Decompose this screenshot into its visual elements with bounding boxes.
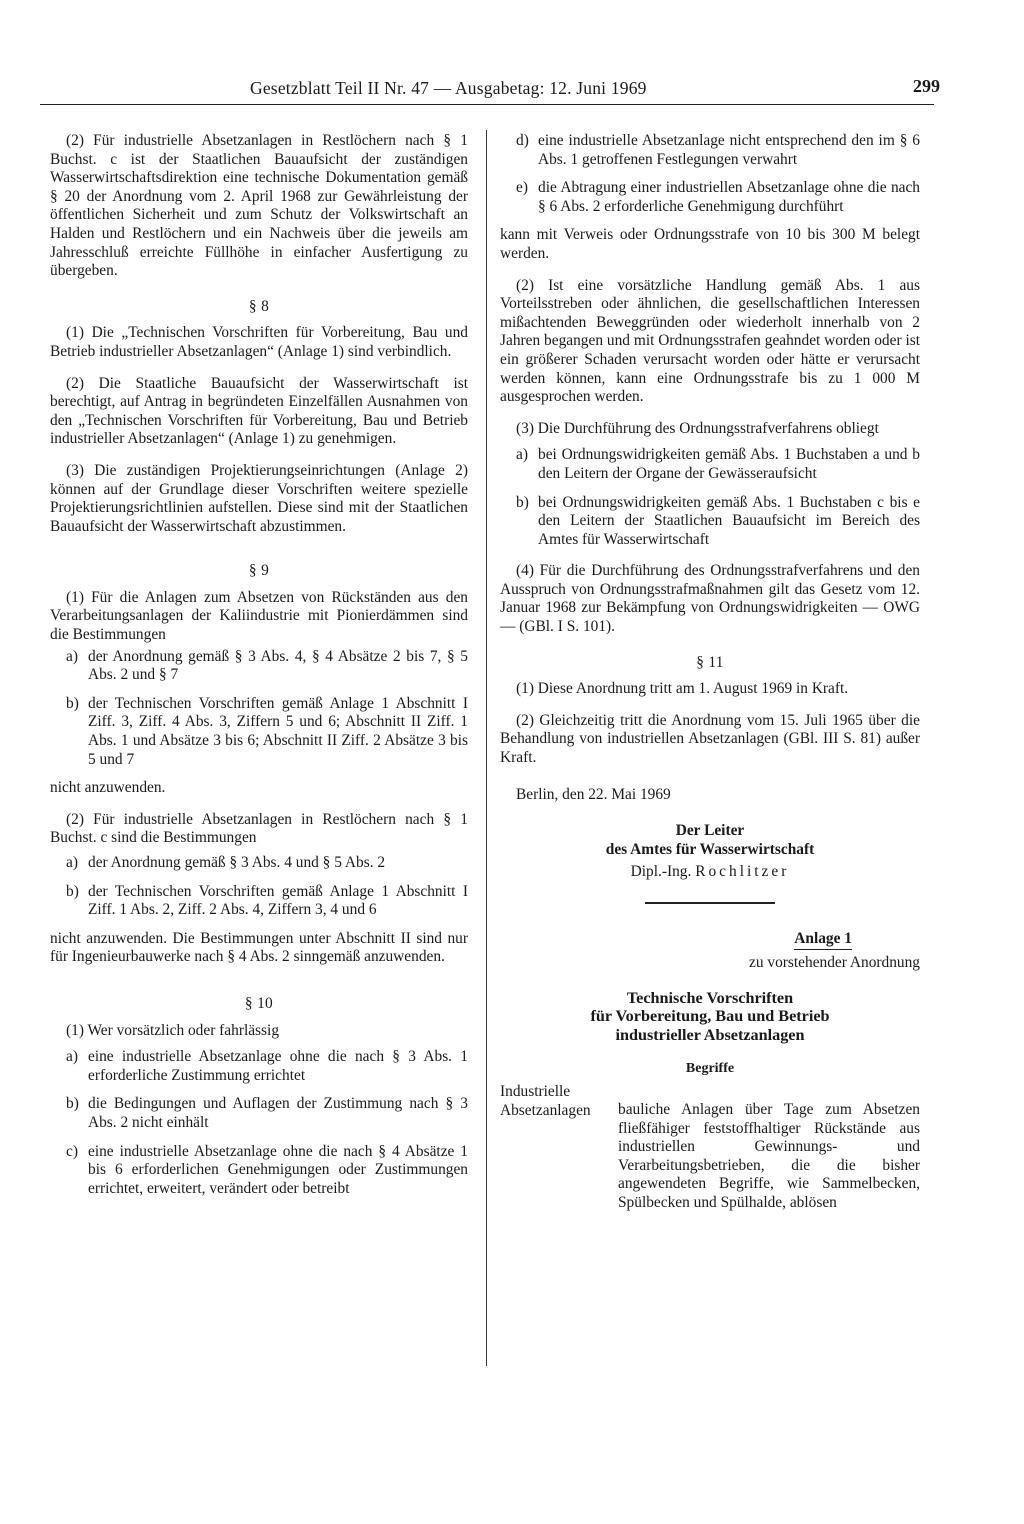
- paragraph-8-3: (3) Die zuständigen Projektierungseinrichtungen (Anlage 2) können auf der Grundlage dieser Vorschriften weitere spezielle Projektierungsrichtlinien aufstellen. Diese sind mit der Staatlichen Bauaufsicht der Wasserwirtschaft abzustimmen.: [50, 461, 468, 535]
- list-text: der Anordnung gemäß § 3 Abs. 4 und § 5 Abs. 2: [88, 854, 386, 871]
- list-label: b): [66, 1095, 79, 1113]
- definition-term: [500, 1083, 618, 1213]
- list-text: bei Ordnungswidrigkeiten gemäß Abs. 1 Buchstaben c bis e den Leitern der Staatlichen Bauaufsicht im Bereich des Amtes für Wasserwirtschaft: [538, 493, 920, 548]
- begriffe-heading: Begriffe: [685, 1061, 735, 1077]
- section-8-heading: § 8: [248, 297, 270, 315]
- anlage-label: Anlage 1: [794, 930, 852, 951]
- section-10-heading: § 10: [244, 994, 274, 1012]
- paragraph-11-1: (1) Diese Anordnung tritt am 1. August 1969 in Kraft.: [516, 680, 849, 698]
- list-item: [516, 446, 920, 483]
- tv-title-line-2: für Vorbereitung, Bau und Betrieb: [590, 1007, 830, 1026]
- section-11-heading: § 11: [696, 653, 724, 671]
- list-item: [516, 494, 920, 550]
- list-text: der Technischen Vorschriften gemäß Anlage 1 Abschnitt I Ziff. 3, Ziff. 4 Abs. 3, Ziffern 5 und 6; Abschnitt II Ziff. 1 Abs. 1 und Absätze 3 bis 6; Abschnitt II Ziff. 2 Absätze 3 bis 5 und 7: [88, 694, 468, 768]
- list-text: eine industrielle Absetzanlage ohne die nach § 4 Absätze 1 bis 6 erforderlichen Genehmigungen oder Zustimmungen errichtet, erweitert, verändert oder betreibt: [88, 1142, 468, 1197]
- page-header: [40, 76, 940, 105]
- list-label: a): [66, 1048, 78, 1066]
- paragraph-10-1-end: kann mit Verweis oder Ordnungsstrafe von 10 bis 300 M belegt werden.: [500, 226, 920, 262]
- list-item: [66, 1143, 468, 1199]
- place-date: Berlin, den 22. Mai 1969: [516, 785, 671, 803]
- paragraph-7-2: (2) Für industrielle Absetzanlagen in Restlöchern nach § 1 Buchst. c ist der Staatlichen Bauaufsicht der zuständigen Wasserwirtschaftsdirektion eine technische Dokumentation gemäß § 20 der Anordnung vom 2. April 1968 zur Gewährleistung der öffentlichen Sicherheit und zum Schutz der Volkswirtschaft an Halden und Restlöchern und ein Nachweis über die jeweils am Jahresschluß erreichte Füllhöhe in einfacher Ausfertigung zu übergeben.: [50, 132, 468, 280]
- paragraph-11-2: (2) Gleichzeitig tritt die Anordnung vom 15. Juli 1965 über die Behandlung von industriellen Absetzanlagen (GBl. III S. 81) außer Kraft.: [500, 711, 920, 767]
- tv-title-line-3: industrieller Absetzanlagen: [615, 1025, 805, 1044]
- list-item: [66, 695, 468, 769]
- paragraph-10-1: (1) Wer vorsätzlich oder fahrlässig: [66, 1021, 280, 1039]
- list-text: die Abtragung einer industriellen Absetzanlage ohne die nach § 6 Abs. 2 erforderliche Genehmigung durchführt: [538, 179, 920, 215]
- signatory-name: [500, 863, 920, 882]
- list-item: [516, 132, 920, 169]
- list-item: [66, 648, 468, 685]
- right-column: [500, 132, 920, 1213]
- page-number: 299: [913, 76, 940, 96]
- list-label: b): [516, 493, 529, 511]
- paragraph-10-3: (3) Die Durchführung des Ordnungsstrafverfahrens obliegt: [516, 419, 879, 437]
- separator-rule: [645, 902, 775, 904]
- column-divider: [486, 130, 487, 1366]
- paragraph-8-1: (1) Die „Technischen Vorschriften für Vorbereitung, Bau und Betrieb industrieller Absetzanlagen“ (Anlage 1) sind verbindlich.: [50, 324, 468, 360]
- list-text: bei Ordnungswidrigkeiten gemäß Abs. 1 Buchstaben a und b den Leitern der Organe der Gewässeraufsicht: [538, 446, 920, 482]
- paragraph-9-2-end: nicht anzuwenden. Die Bestimmungen unter Abschnitt II sind nur für Ingenieurbauwerke nach § 4 Abs. 2 sinngemäß anzuwenden.: [50, 929, 468, 966]
- definition-term-line-1: Industrielle: [500, 1083, 571, 1101]
- signatory-role-2: des Amtes für Wasserwirtschaft: [605, 840, 815, 858]
- list-label: b): [66, 882, 79, 900]
- list-item: [66, 1095, 468, 1132]
- paragraph-8-2: (2) Die Staatliche Bauaufsicht der Wasserwirtschaft ist berechtigt, auf Antrag in begründeten Einzelfällen Ausnahmen von den „Technischen Vorschriften für Vorbereitung, Bau und Betrieb industrieller Absetzanlagen“ (Anlage 1) zu genehmigen.: [50, 374, 468, 448]
- list-label: a): [66, 647, 78, 665]
- left-column: [50, 132, 468, 1198]
- list-text: der Technischen Vorschriften gemäß Anlage 1 Abschnitt I Ziff. 1 Abs. 2, Ziff. 2 Abs. 4, Ziffern 3, 4 und 6: [88, 882, 468, 919]
- definition-term-line-2: Absetzanlagen: [500, 1101, 591, 1119]
- anlage-block: [500, 930, 920, 951]
- paragraph-10-2: (2) Ist eine vorsätzliche Handlung gemäß Abs. 1 aus Vorteilsstreben oder ähnlichen, die gesellschaftlichen Interessen mißachtenden Beweggründen oder wiederholt innerhalb von 2 Jahren begangen und mit Ordnungsstrafen geahndet worden oder ist ein größerer Schaden verursacht worden oder hätte er verursacht werden können, kann eine Ordnungsstrafe bis zu 1 000 M ausgesprochen werden.: [500, 276, 920, 406]
- list-item: [66, 854, 468, 873]
- list-label: d): [516, 132, 529, 149]
- definition-text: bauliche Anlagen über Tage zum Absetzen fließfähiger feststoffhaltiger Rückstände aus industriellen Gewinnungs- und Verarbeitungsbetrieben, die die bisher angewendeten Begriffe, wie Sammelbecken, Spülbecken und Spülhalde, ablösen: [618, 1101, 920, 1212]
- paragraph-9-2: (2) Für industrielle Absetzanlagen in Restlöchern nach § 1 Buchst. c sind die Bestimmungen: [50, 810, 468, 847]
- signatory-role-1: Der Leiter: [675, 822, 745, 840]
- section-9-heading: § 9: [248, 562, 270, 580]
- list-text: eine industrielle Absetzanlage nicht entsprechend den im § 6 Abs. 1 getroffenen Festlegungen verwahrt: [538, 132, 920, 168]
- list-label: b): [66, 694, 79, 712]
- list-label: e): [516, 179, 528, 197]
- list-label: a): [66, 854, 78, 871]
- list-text: der Anordnung gemäß § 3 Abs. 4, § 4 Absätze 2 bis 7, § 5 Abs. 2 und § 7: [88, 647, 468, 684]
- list-item: [66, 1048, 468, 1085]
- list-label: a): [516, 446, 528, 464]
- list-item: [66, 883, 468, 920]
- tv-title-line-1: Technische Vorschriften: [626, 988, 794, 1007]
- paragraph-10-4: (4) Für die Durchführung des Ordnungsstrafverfahrens und den Ausspruch von Ordnungsstrafmaßnahmen gilt das Gesetz vom 12. Januar 1968 zur Bekämpfung von Ordnungswidrigkeiten — OWG — (GBl. I S. 101).: [500, 562, 920, 636]
- paragraph-9-1: (1) Für die Anlagen zum Absetzen von Rückständen aus den Verarbeitungsanlagen der Kaliindustrie mit Pionierdämmen sind die Bestimmungen: [50, 588, 468, 644]
- list-item: [516, 179, 920, 216]
- anlage-subtitle: zu vorstehender Anordnung: [749, 954, 920, 972]
- gazette-title: Gesetzblatt Teil II Nr. 47 — Ausgabetag: 12. Juni 1969: [250, 78, 647, 98]
- signatory-surname: Rochlitzer: [695, 863, 790, 881]
- list-label: c): [66, 1142, 78, 1160]
- definition-row: [500, 1083, 920, 1213]
- list-text: eine industrielle Absetzanlage ohne die nach § 3 Abs. 1 erforderliche Zustimmung errichtet: [88, 1048, 468, 1084]
- list-text: die Bedingungen und Auflagen der Zustimmung nach § 3 Abs. 2 nicht einhält: [88, 1095, 468, 1131]
- signatory-title: Dipl.-Ing.: [630, 863, 692, 881]
- paragraph-9-1-end: nicht anzuwenden.: [50, 779, 166, 797]
